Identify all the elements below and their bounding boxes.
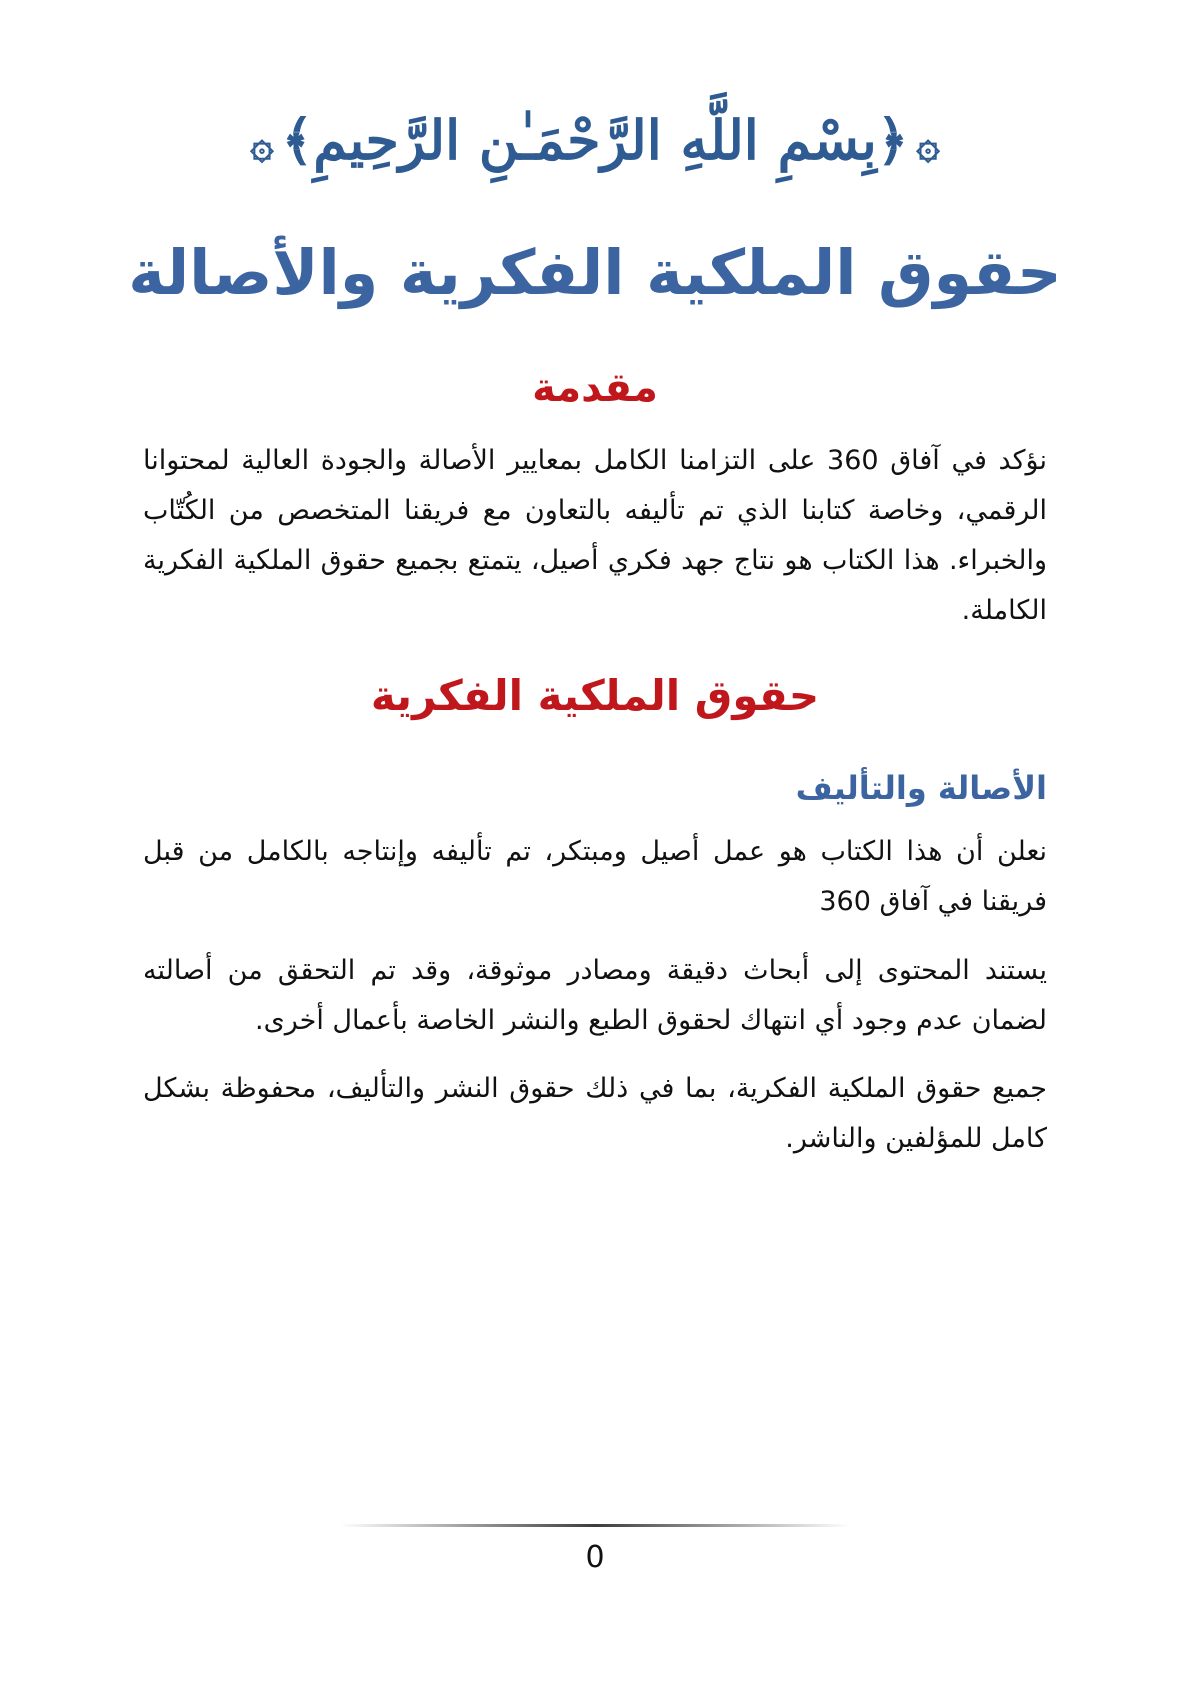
intro-heading: مقدمة xyxy=(532,365,658,411)
basmala xyxy=(0,100,1190,185)
page-title: حقوق الملكية الفكرية والأصالة xyxy=(128,236,1062,309)
footer-divider xyxy=(340,1524,850,1527)
page-number: 0 xyxy=(585,1540,605,1575)
basmala-ornament-right: ۞ xyxy=(916,120,940,168)
ip-paragraph-1: نعلن أن هذا الكتاب هو عمل أصيل ومبتكر، تم تأليفه وإنتاجه بالكامل من قبل فريقنا في آفاق 360 xyxy=(143,836,1047,917)
originality-subheading: الأصالة والتأليف xyxy=(795,769,1047,807)
ip-section-heading: حقوق الملكية الفكرية xyxy=(370,671,820,720)
ip-paragraph-2: يستند المحتوى إلى أبحاث دقيقة ومصادر موثوقة، وقد تم التحقق من أصالته لضمان عدم وجود أي انتهاك لحقوق الطبع والنشر الخاصة بأعمال أخرى. xyxy=(143,955,1047,1036)
basmala-text: ﴿بِسْمِ اللَّهِ الرَّحْمَـٰنِ الرَّحِيمِ﴾ xyxy=(281,108,909,172)
intro-paragraph: نؤكد في آفاق 360 على التزامنا الكامل بمعايير الأصالة والجودة العالية لمحتوانا الرقمي، وخاصة كتابنا الذي تم تأليفه بالتعاون مع فريقنا المتخصص من الكُتّاب والخبراء. هذا الكتاب هو نتاج جهد فكري أصيل، يتمتع بجميع حقوق الملكية الفكرية الكاملة. xyxy=(143,445,1047,626)
basmala-ornament-left: ۞ xyxy=(250,120,274,168)
ip-paragraph-3: جميع حقوق الملكية الفكرية، بما في ذلك حقوق النشر والتأليف، محفوظة بشكل كامل للمؤلفين والناشر. xyxy=(143,1073,1047,1154)
